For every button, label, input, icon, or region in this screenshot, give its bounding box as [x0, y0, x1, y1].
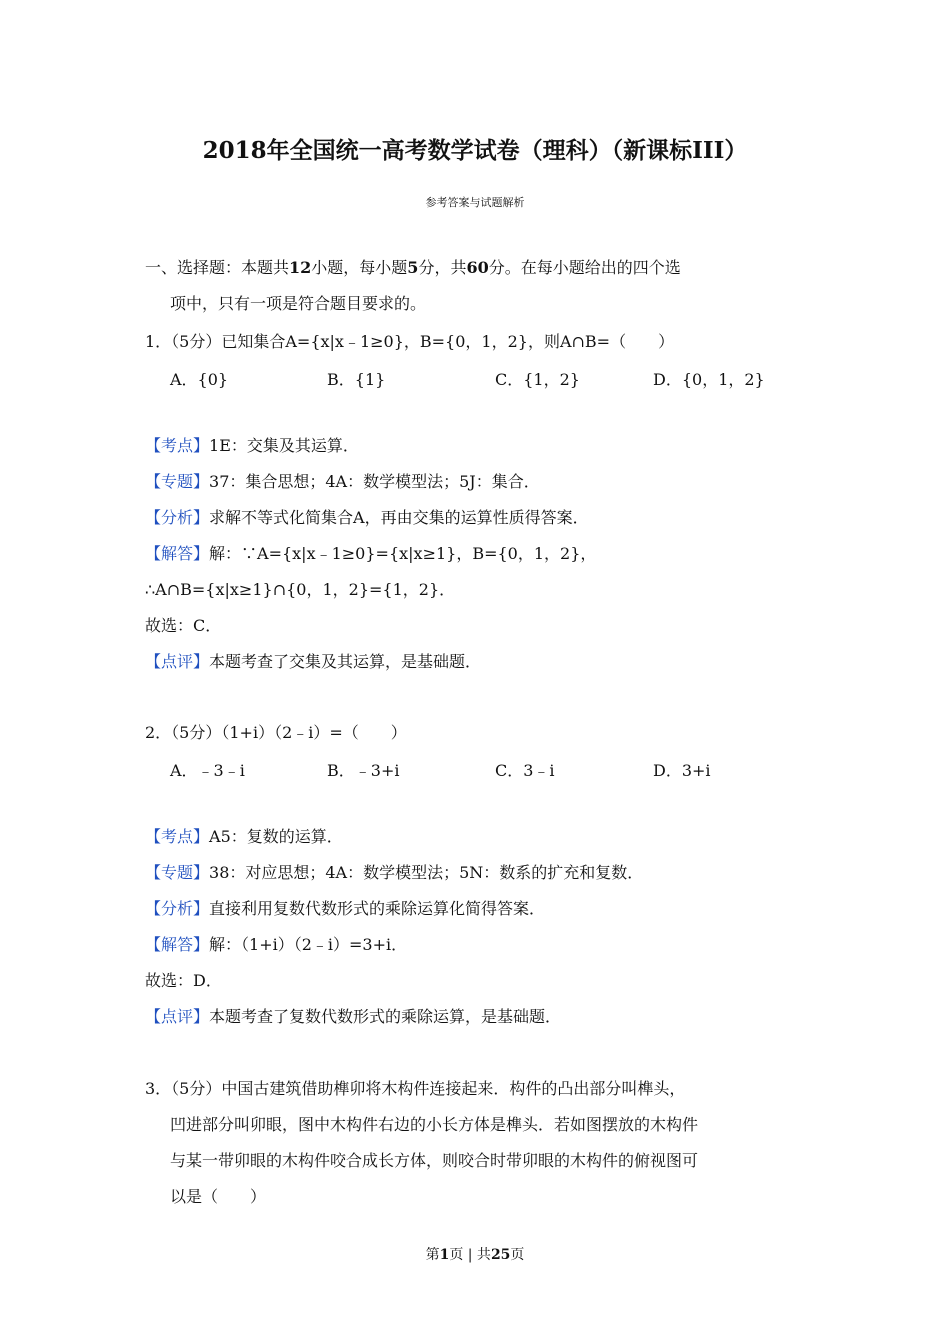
q2-jieda-text: 解：（1+i）（2﹣i）=3+i． — [209, 935, 408, 954]
q1-option-b: B．{1} — [327, 370, 386, 389]
q1-option-c: C．{1，2} — [495, 370, 580, 389]
q1-jieda-text: 解：∵A={x|x﹣1≥0}={x|x≥1}，B={0，1，2}， — [209, 544, 597, 563]
q2-fenxi — [145, 897, 545, 921]
points-per-question: 5 — [407, 258, 419, 277]
q2-dianping-text: 本题考查了复数代数形式的乘除运算，是基础题． — [209, 1007, 562, 1026]
total-points: 60 — [466, 258, 489, 277]
q1-stem: 1．（5分）已知集合A={x|x﹣1≥0}，B={0，1，2}，则A∩B=（ ） — [145, 332, 675, 351]
q2-option-c: C．3﹣i — [495, 761, 555, 780]
q1-zhuanti — [145, 470, 540, 494]
q3-stem-line1: 3．（5分）中国古建筑借助榫卯将木构件连接起来．构件的凸出部分叫榫头， — [145, 1079, 686, 1098]
q3-stem-line4: 以是（ ） — [170, 1187, 267, 1206]
q1-kaodian-text: 1E：交集及其运算． — [209, 436, 359, 455]
q1-jieda — [145, 542, 596, 566]
page-number: 1 — [439, 1247, 450, 1263]
page-title: 2018年全国统一高考数学试卷（理科）（新课标III） — [202, 137, 748, 164]
section-text-c: 分，共 — [418, 258, 467, 277]
q2-option-a: A．﹣3﹣i — [170, 761, 245, 780]
section-text-b: 小题，每小题 — [311, 258, 408, 277]
q2-dianping — [145, 1005, 561, 1029]
tag-kaodian: 【考点】 — [145, 827, 210, 846]
q1-option-a: A．{0} — [170, 370, 229, 389]
tag-zhuanti: 【专题】 — [145, 863, 210, 882]
q2-kaodian-text: A5：复数的运算． — [209, 827, 343, 846]
section-heading-line2: 项中，只有一项是符合题目要求的。 — [170, 294, 427, 313]
q2-fenxi-text: 直接利用复数代数形式的乘除运算化简得答案． — [209, 899, 546, 918]
tag-dianping: 【点评】 — [145, 1007, 210, 1026]
total-pages: 25 — [490, 1247, 511, 1263]
question-count: 12 — [289, 258, 312, 277]
page-footer — [0, 1244, 950, 1264]
tag-fenxi: 【分析】 — [145, 899, 210, 918]
footer-text-a: 第 — [425, 1247, 440, 1263]
q3-stem-line2: 凹进部分叫卯眼，图中木构件右边的小长方体是榫头．若如图摆放的木构件 — [170, 1115, 699, 1134]
page-subtitle: 参考答案与试题解析 — [425, 196, 525, 209]
q1-dianping — [145, 650, 481, 674]
tag-dianping: 【点评】 — [145, 652, 210, 671]
q2-zhuanti-text: 38：对应思想；4A：数学模型法；5N：数系的扩充和复数． — [209, 863, 644, 882]
q3-stem-line3: 与某一带卯眼的木构件咬合成长方体，则咬合时带卯眼的木构件的俯视图可 — [170, 1151, 699, 1170]
q1-answer: 故选：C． — [145, 616, 222, 635]
q1-jieda-line2: ∴A∩B={x|x≥1}∩{0，1，2}={1，2}． — [145, 580, 456, 599]
q1-dianping-text: 本题考查了交集及其运算，是基础题． — [209, 652, 482, 671]
section-heading-line1 — [145, 256, 681, 280]
tag-zhuanti: 【专题】 — [145, 472, 210, 491]
q2-stem: 2．（5分）（1+i）（2﹣i）=（ ） — [145, 723, 407, 742]
q1-option-d: D．{0，1，2} — [653, 370, 765, 389]
q2-option-b: B．﹣3+i — [327, 761, 400, 780]
tag-jieda: 【解答】 — [145, 935, 210, 954]
q2-kaodian — [145, 825, 343, 849]
q1-kaodian — [145, 434, 359, 458]
tag-kaodian: 【考点】 — [145, 436, 210, 455]
q2-jieda — [145, 933, 407, 957]
tag-fenxi: 【分析】 — [145, 508, 210, 527]
q2-option-d: D．3+i — [653, 761, 711, 780]
footer-text-b: 页 | 共 — [449, 1247, 491, 1263]
q1-fenxi-text: 求解不等式化简集合A，再由交集的运算性质得答案． — [209, 508, 589, 527]
footer-text-c: 页 — [510, 1247, 525, 1263]
section-text-d: 分。在每小题给出的四个选 — [488, 258, 681, 277]
q2-answer: 故选：D． — [145, 971, 222, 990]
section-text-a: 一、选择题：本题共 — [145, 258, 290, 277]
q1-zhuanti-text: 37：集合思想；4A：数学模型法；5J：集合． — [209, 472, 540, 491]
q1-fenxi — [145, 506, 589, 530]
q2-zhuanti — [145, 861, 643, 885]
tag-jieda: 【解答】 — [145, 544, 210, 563]
